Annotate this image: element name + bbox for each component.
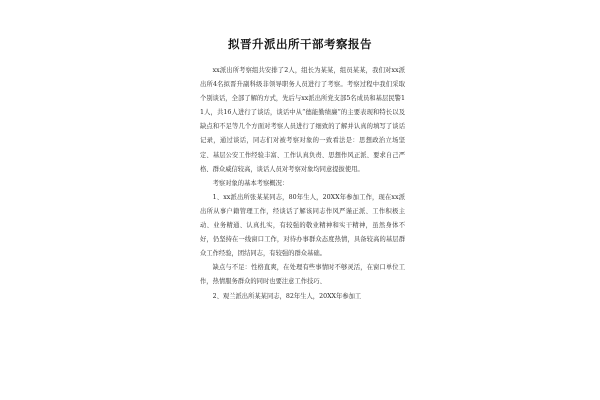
document-title: 拟晋升派出所干部考察报告: [228, 37, 372, 51]
paragraph-shortcomings: 缺点与不足：性格直爽，在处理有些事情时不够灵活，在窗口单位工作，热情服务群众的同时也要注意工作技巧、: [200, 264, 405, 286]
paragraph-intro: xx派出所考察组共安排了2人，组长为某某，组员某某，我们对xx派出所4名拟晋升副科级非领导职务人员进行了考察。考察过程中我们采取个别谈话，全部了解的方式，先后与xx派出所党支部5名成员和基层民警11人，共16人进行了谈话，谈话中从“德能勤绩廉”的主要表现和特长以及缺点和不足等几个方面对考察人员进行了细致的了解并认真的填写了谈话记录，通过谈话，同志们对被考察对象的一致看法是：思想政治立场坚定、基层公安工作经验丰富、工作认真负责、思想作风正派、要求自己严格、群众威信较高，谈话人员对考察对象均同意提拔使用。: [200, 67, 405, 173]
paragraph-candidate-1: 1、xx派出所张某某同志，80年生人，20XX年参加工作，现在xx派出所从事户籍管理工作，经谈话了解该同志作风严谨正派、工作积极主动、业务精通、认真扎实，有较强的敬业精神和实干精神，虽然身体不好，仍坚持在一线窗口工作，对待办事群众态度热情，具备较高的基层群众工作经验，团结同志，有较强的群众基础。: [200, 193, 405, 258]
document-body: [200, 64, 405, 304]
paragraph-overview-heading: 考察对象的基本考察概况：: [212, 179, 289, 187]
paragraph-candidate-2: 2、观兰派出所某某同志，82年生人，20XX年参加工: [212, 292, 362, 300]
